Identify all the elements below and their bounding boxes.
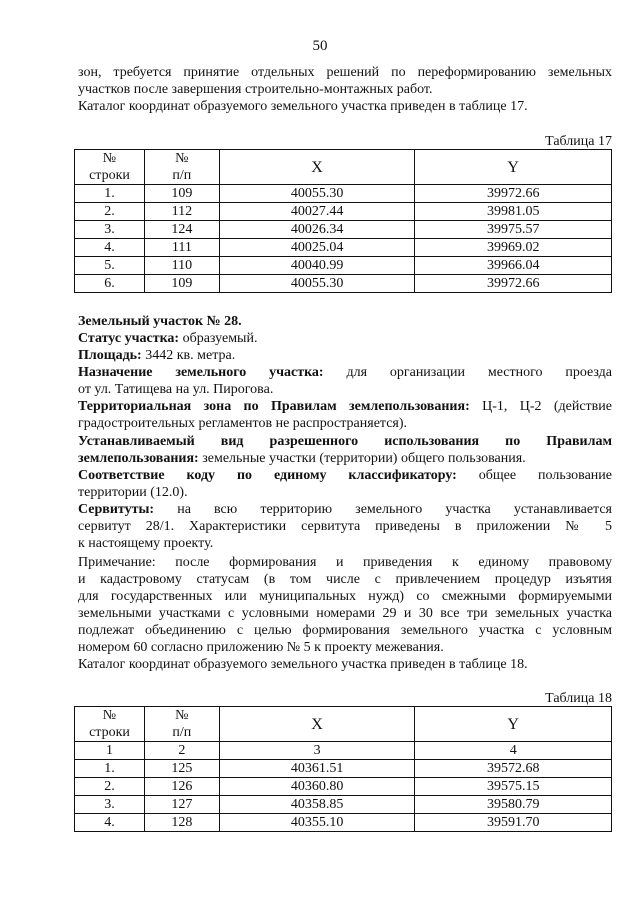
parcel-status: Статус участка: образуемый. bbox=[78, 331, 258, 346]
table-header-row bbox=[75, 150, 612, 185]
parcel-purpose-cont: от ул. Татищева на ул. Пирогова. bbox=[78, 382, 274, 397]
header-y: Y bbox=[415, 150, 612, 185]
parcel-use: землепользования: земельные участки (территории) общего пользования. bbox=[78, 451, 526, 466]
header-point-number: № п/п bbox=[144, 707, 219, 742]
page-number: 50 bbox=[312, 38, 328, 54]
parcel-servitude-end: к настоящему проекту. bbox=[78, 536, 214, 551]
intro-line-3: Каталог координат образуемого земельного участка приведен в таблице 17. bbox=[78, 99, 528, 114]
parcel-use-label: Устанавливаемый вид разрешенного использования по Правилам bbox=[78, 434, 612, 449]
table-row: 2. 126 40360.80 39575.15 bbox=[75, 778, 612, 796]
table-row: 1. 125 40361.51 39572.68 bbox=[75, 760, 612, 778]
table-row: 2. 112 40027.44 39981.05 bbox=[75, 203, 612, 221]
header-x: X bbox=[219, 150, 415, 185]
table-17 bbox=[74, 149, 612, 293]
catalog-line: Каталог координат образуемого земельного участка приведен в таблице 18. bbox=[78, 657, 528, 672]
table-row: 1. 109 40055.30 39972.66 bbox=[75, 185, 612, 203]
table-row: 4. 128 40355.10 39591.70 bbox=[75, 814, 612, 832]
intro-line-1: зон, требуется принятие отдельных решений по переформированию земельных bbox=[78, 65, 612, 80]
note-line: земельными участками с условными номерами 29 и 30 все три земельных участка bbox=[78, 606, 612, 621]
table-row: 6. 109 40055.30 39972.66 bbox=[75, 275, 612, 293]
table-18-caption: Таблица 18 bbox=[545, 691, 612, 706]
parcel-code: Соответствие коду по единому классификатору: общее пользование bbox=[78, 468, 612, 483]
intro-line-2: участков после завершения строительно-монтажных работ. bbox=[78, 82, 433, 97]
table-row: 3. 124 40026.34 39975.57 bbox=[75, 221, 612, 239]
parcel-area: Площадь: 3442 кв. метра. bbox=[78, 348, 236, 363]
header-row-number: № строки bbox=[75, 150, 145, 185]
parcel-servitude-cont: сервитут 28/1. Характеристики сервитута приведены в приложении № 5 bbox=[78, 519, 612, 534]
parcel-code-cont: территории (12.0). bbox=[78, 485, 188, 500]
parcel-title: Земельный участок № 28. bbox=[78, 314, 242, 329]
column-number-row: 1 2 3 4 bbox=[75, 742, 612, 760]
header-row-number: № строки bbox=[75, 707, 145, 742]
parcel-zone-cont: градостроительных регламентов не распространяется). bbox=[78, 416, 408, 431]
parcel-servitude: Сервитуты: на всю территорию земельного участка устанавливается bbox=[78, 502, 612, 517]
header-point-number: № п/п bbox=[144, 150, 219, 185]
parcel-zone: Территориальная зона по Правилам землепользования: Ц-1, Ц-2 (действие bbox=[78, 399, 612, 414]
table-18 bbox=[74, 706, 612, 832]
note-line: и кадастровому статусам (в том числе с привлечением процедур изъятия bbox=[78, 572, 612, 587]
header-x: X bbox=[219, 707, 415, 742]
table-row: 4. 111 40025.04 39969.02 bbox=[75, 239, 612, 257]
note-line: подлежат объединению с целью формирования земельного участка с условным bbox=[78, 623, 612, 638]
note-line: номером 60 согласно приложению № 5 к проекту межевания. bbox=[78, 640, 444, 655]
note-line: для государственных или муниципальных нужд) со смежными формируемыми bbox=[78, 589, 612, 604]
note-line: Примечание: после формирования и приведения к единому правовому bbox=[78, 555, 612, 570]
table-row: 5. 110 40040.99 39966.04 bbox=[75, 257, 612, 275]
header-y: Y bbox=[415, 707, 612, 742]
table-row: 3. 127 40358.85 39580.79 bbox=[75, 796, 612, 814]
parcel-purpose: Назначение земельного участка: для организации местного проезда bbox=[78, 365, 613, 380]
table-17-caption: Таблица 17 bbox=[545, 134, 612, 149]
table-header-row bbox=[75, 707, 612, 742]
